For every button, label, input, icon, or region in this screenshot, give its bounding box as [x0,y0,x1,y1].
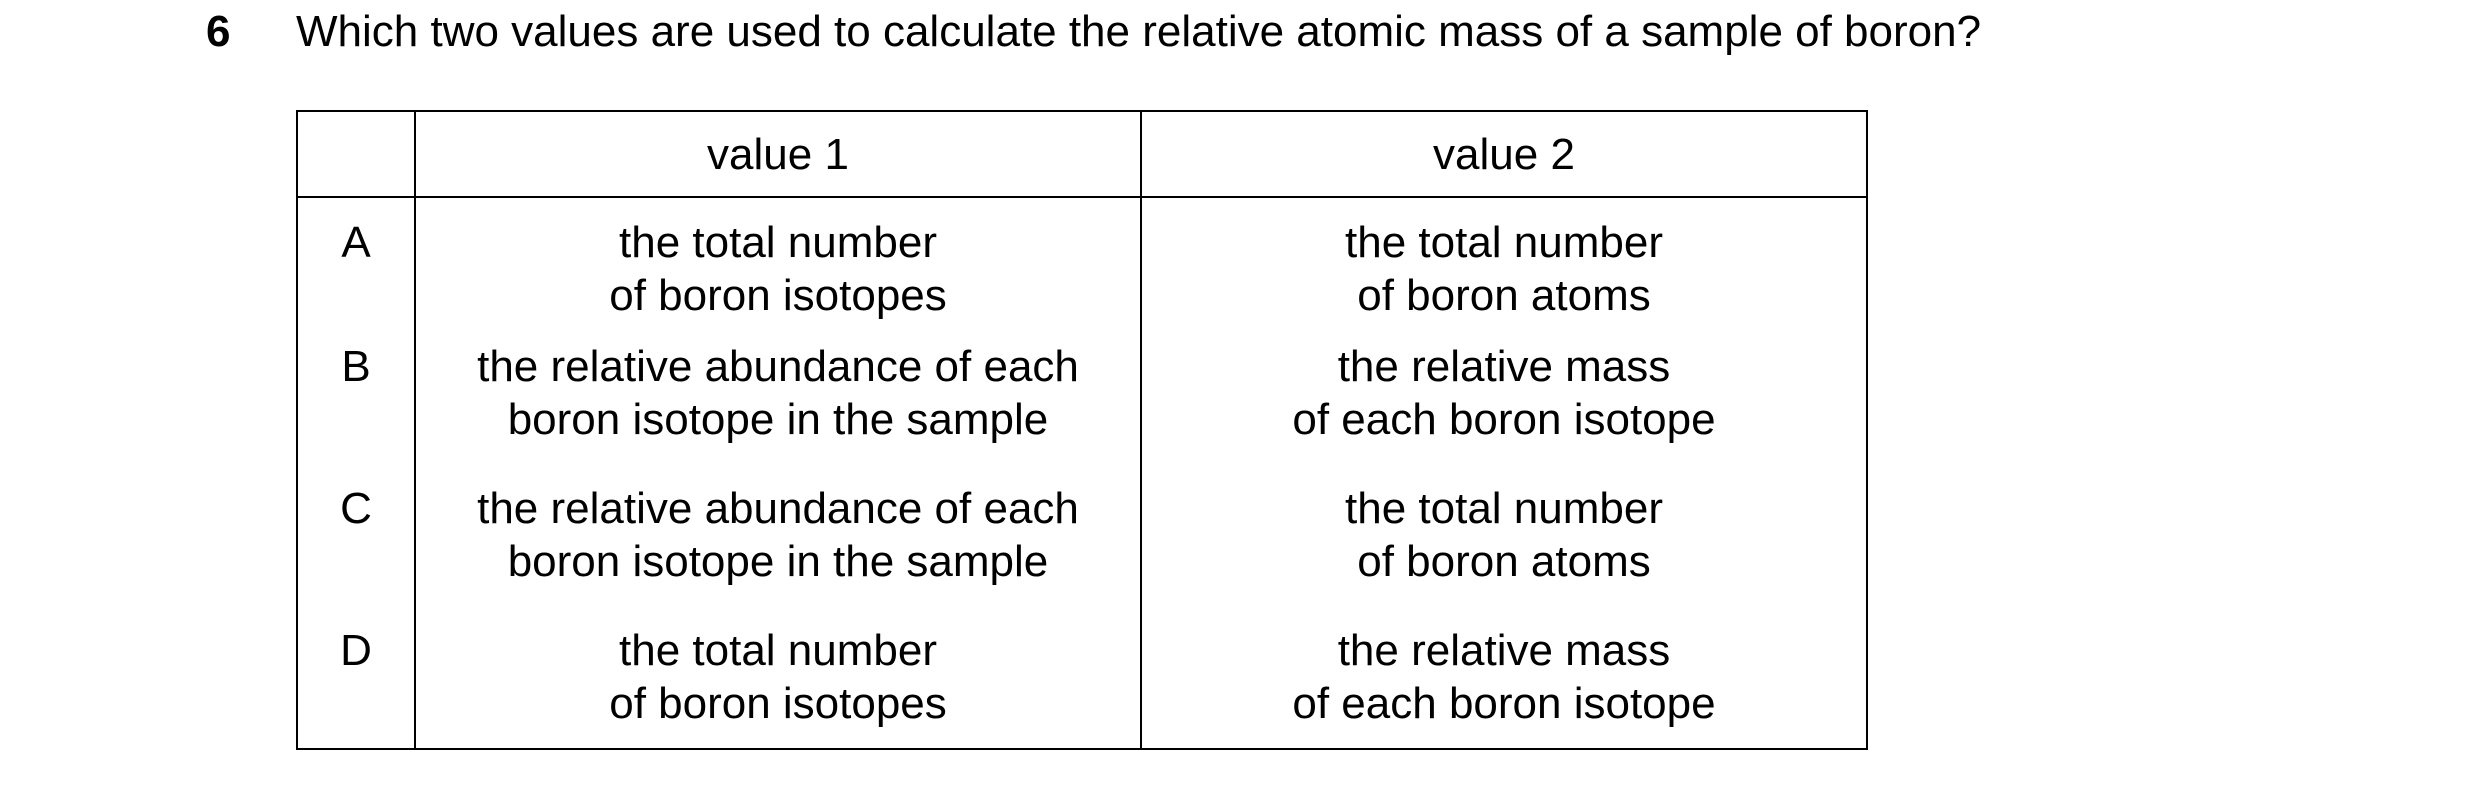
value-line: the total number [1345,484,1663,533]
answer-options-table [296,110,1868,750]
value-line: the relative abundance of each [477,342,1079,391]
option-row-c [297,482,1867,624]
header-value-2: value 2 [1141,111,1867,197]
option-value-1 [415,624,1141,749]
question-number: 6 [206,7,231,56]
value-line: the total number [1345,218,1663,267]
table-header-row [297,111,1867,197]
value-line: of boron isotopes [609,271,947,320]
option-letter: D [297,624,415,749]
header-letter-cell [297,111,415,197]
value-line: boron isotope in the sample [507,537,1049,586]
option-value-2 [1141,340,1867,482]
option-row-d [297,624,1867,749]
value-line: of each boron isotope [1292,679,1716,728]
option-value-1 [415,340,1141,482]
option-row-a [297,197,1867,340]
option-value-1 [415,482,1141,624]
option-value-2 [1141,624,1867,749]
value-line: the total number [619,626,937,675]
option-letter: A [297,197,415,340]
header-value-1: value 1 [415,111,1141,197]
value-line: the total number [619,218,937,267]
value-line: of boron isotopes [609,679,947,728]
value-line: the relative abundance of each [477,484,1079,533]
option-letter: B [297,340,415,482]
value-line: the relative mass [1337,626,1671,675]
value-line: of each boron isotope [1292,395,1716,444]
question-text: Which two values are used to calculate the relative atomic mass of a sample of boron? [296,7,1982,56]
value-line: the relative mass [1337,342,1671,391]
value-line: of boron atoms [1357,271,1651,320]
value-line: boron isotope in the sample [507,395,1049,444]
option-letter: C [297,482,415,624]
value-line: of boron atoms [1357,537,1651,586]
option-row-b [297,340,1867,482]
option-value-1 [415,197,1141,340]
option-value-2 [1141,482,1867,624]
option-value-2 [1141,197,1867,340]
